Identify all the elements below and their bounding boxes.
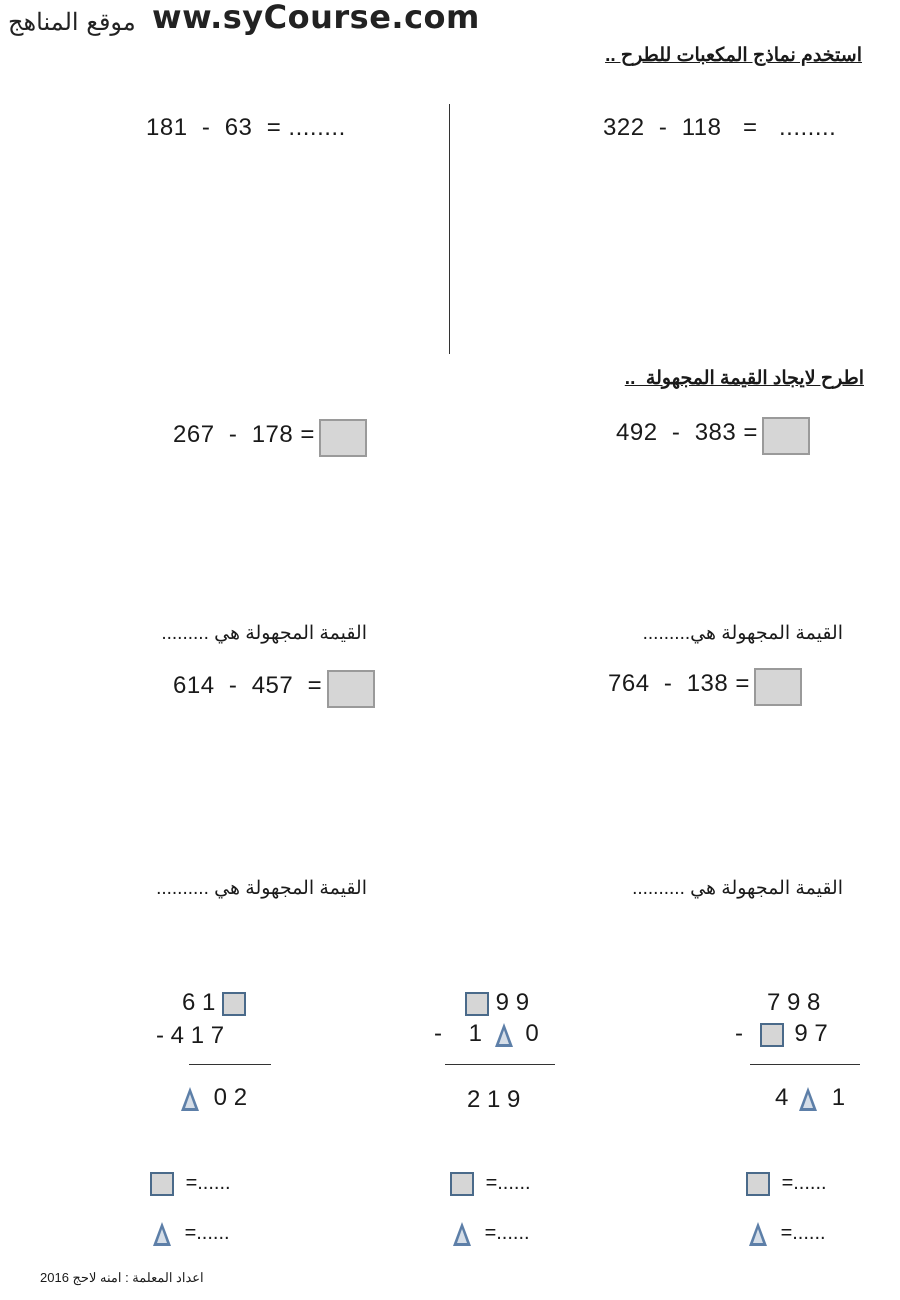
column-divider bbox=[449, 104, 450, 354]
problem-middle-top-digits: 9 9 bbox=[495, 989, 530, 1016]
problem-right-result-last: 1 bbox=[831, 1084, 846, 1111]
problem-right-top-row: 7 9 8 bbox=[767, 989, 821, 1016]
equation-492-383: 492 - 383 = bbox=[616, 419, 758, 447]
problem-right-result-first: 4 bbox=[775, 1084, 789, 1111]
problem-left-top-row bbox=[182, 989, 246, 1017]
problem-267-178 bbox=[173, 419, 367, 457]
square-answer-blank: =...... bbox=[781, 1172, 827, 1195]
square-answer-left[interactable] bbox=[150, 1172, 231, 1196]
triangle-answer-blank: =...... bbox=[780, 1222, 826, 1245]
problem-right-underline bbox=[750, 1064, 860, 1065]
triangle-placeholder bbox=[495, 1023, 513, 1047]
minus-sign: - bbox=[735, 1020, 743, 1047]
triangle-placeholder bbox=[799, 1087, 817, 1111]
triangle-answer-blank: =...... bbox=[484, 1222, 530, 1245]
square-answer-blank: =...... bbox=[185, 1172, 231, 1195]
problem-middle-top-row bbox=[465, 989, 529, 1017]
square-answer-middle[interactable] bbox=[450, 1172, 531, 1196]
problem-492-383 bbox=[616, 417, 810, 455]
square-icon bbox=[450, 1172, 474, 1196]
triangle-icon bbox=[153, 1222, 171, 1246]
square-placeholder bbox=[222, 992, 246, 1016]
problem-middle-bottom-row bbox=[434, 1020, 539, 1048]
problem-left-top-digits: 6 1 bbox=[182, 989, 216, 1016]
footer-credit: اعداد المعلمة : امنه لاحج 2016 bbox=[40, 1270, 204, 1285]
equation-614-457: 614 - 457 = bbox=[173, 672, 323, 700]
problem-left-result-digits: 0 2 bbox=[213, 1084, 248, 1111]
section-2-title: اطرح لايجاد القيمة المجهولة .. bbox=[624, 368, 864, 389]
problem-middle-result: 2 1 9 bbox=[467, 1086, 521, 1113]
site-url[interactable]: ww.syCourse.com bbox=[152, 0, 480, 36]
triangle-answer-left[interactable] bbox=[153, 1222, 230, 1246]
triangle-answer-middle[interactable] bbox=[453, 1222, 530, 1246]
answer-box-614-457[interactable] bbox=[327, 670, 375, 708]
answer-box-764-138[interactable] bbox=[754, 668, 802, 706]
unknown-value-answer-3[interactable]: القيمة المجهولة هي .......... bbox=[632, 878, 843, 899]
problem-middle-underline bbox=[445, 1064, 555, 1065]
triangle-answer-blank: =...... bbox=[184, 1222, 230, 1245]
unknown-value-answer-1[interactable]: القيمة المجهولة هي......... bbox=[642, 623, 843, 644]
square-icon bbox=[746, 1172, 770, 1196]
problem-middle-bottom-last: 0 bbox=[525, 1020, 539, 1047]
minus-sign: - bbox=[434, 1020, 442, 1047]
section-1-title: استخدم نماذج المكعبات للطرح .. bbox=[605, 45, 862, 66]
equation-764-138: 764 - 138 = bbox=[608, 670, 750, 698]
triangle-answer-right[interactable] bbox=[749, 1222, 826, 1246]
problem-right-bottom-row bbox=[735, 1020, 828, 1048]
answer-box-492-383[interactable] bbox=[762, 417, 810, 455]
problem-left-bottom-digits: 4 1 7 bbox=[170, 1022, 225, 1049]
problem-614-457 bbox=[173, 670, 375, 708]
square-icon bbox=[150, 1172, 174, 1196]
problem-left-result-row bbox=[181, 1084, 247, 1112]
problem-left-underline bbox=[189, 1064, 271, 1065]
triangle-icon bbox=[749, 1222, 767, 1246]
problem-right-result-row bbox=[775, 1084, 845, 1112]
unknown-value-answer-4[interactable]: القيمة المجهولة هي .......... bbox=[156, 878, 367, 899]
answer-box-267-178[interactable] bbox=[319, 419, 367, 457]
square-placeholder bbox=[760, 1023, 784, 1047]
triangle-placeholder bbox=[181, 1087, 199, 1111]
problem-left-bottom-row bbox=[156, 1022, 224, 1050]
unknown-value-answer-2[interactable]: القيمة المجهولة هي ......... bbox=[161, 623, 367, 644]
triangle-icon bbox=[453, 1222, 471, 1246]
square-answer-blank: =...... bbox=[485, 1172, 531, 1195]
problem-middle-bottom-first: 1 bbox=[468, 1020, 483, 1047]
problem-right-bottom-digits: 9 7 bbox=[794, 1020, 828, 1047]
equation-267-178: 267 - 178 = bbox=[173, 421, 315, 449]
equation-181-63: 181 - 63 = ........ bbox=[146, 114, 346, 141]
site-name-arabic: موقع المناهج bbox=[8, 8, 136, 36]
square-answer-right[interactable] bbox=[746, 1172, 827, 1196]
square-placeholder bbox=[465, 992, 489, 1016]
minus-sign: - bbox=[156, 1022, 164, 1049]
problem-764-138 bbox=[608, 668, 802, 706]
equation-322-118: 322 - 118 = ........ bbox=[603, 114, 837, 141]
